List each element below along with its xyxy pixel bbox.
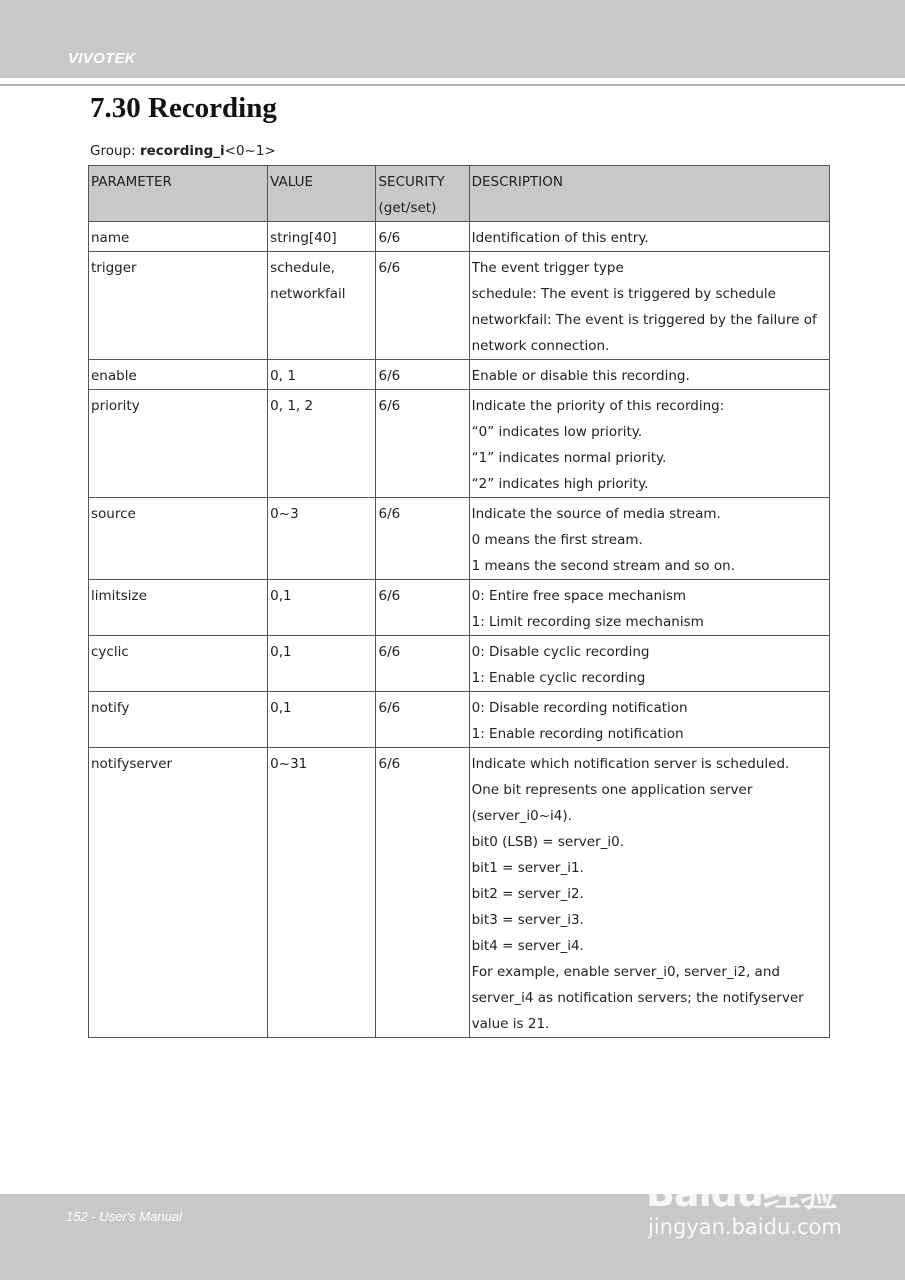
- description-line: 1 means the second stream and so on.: [471, 558, 735, 574]
- header-security: [376, 166, 469, 222]
- value-line: 0,1: [270, 644, 292, 660]
- table-header-row: [89, 166, 830, 222]
- cell-security: 6/6: [376, 222, 469, 252]
- header-divider: [0, 84, 905, 86]
- description-line: bit1 = server_i1.: [471, 860, 584, 876]
- cell-parameter: cyclic: [89, 636, 268, 692]
- cell-security: 6/6: [376, 636, 469, 692]
- cell-parameter: priority: [89, 390, 268, 498]
- table-row: [89, 580, 830, 636]
- cell-value: [268, 636, 376, 692]
- value-line: 0,1: [270, 700, 292, 716]
- table-row: [89, 390, 830, 498]
- cell-parameter: limitsize: [89, 580, 268, 636]
- header-security-line: SECURITY: [378, 174, 445, 190]
- description-line: (server_i0~i4).: [471, 808, 572, 824]
- description-line: “1” indicates normal priority.: [471, 450, 667, 466]
- brand-logo-text: VIVOTEK: [68, 50, 136, 67]
- cell-description: [469, 636, 829, 692]
- group-name: recording_i: [139, 143, 225, 159]
- cell-value: [268, 252, 376, 360]
- cell-description: [469, 748, 829, 1038]
- cell-parameter: name: [89, 222, 268, 252]
- group-range: <0~1>: [224, 143, 276, 159]
- cell-parameter: source: [89, 498, 268, 580]
- value-line: 0~3: [270, 506, 299, 522]
- header-description: DESCRIPTION: [469, 166, 829, 222]
- cell-description: [469, 222, 829, 252]
- value-line: 0,1: [270, 588, 292, 604]
- watermark: [640, 1148, 860, 1248]
- description-line: 0 means the first stream.: [471, 532, 643, 548]
- description-line: bit3 = server_i3.: [471, 912, 584, 928]
- description-line: “2” indicates high priority.: [471, 476, 649, 492]
- description-line: Enable or disable this recording.: [471, 368, 690, 384]
- cell-description: [469, 390, 829, 498]
- cell-value: [268, 360, 376, 390]
- cell-value: [268, 748, 376, 1038]
- cell-security: 6/6: [376, 692, 469, 748]
- parameter-table: [88, 165, 830, 1038]
- watermark-logo: Baidu经验: [646, 1171, 837, 1215]
- description-line: 1: Limit recording size mechanism: [471, 614, 704, 630]
- header-security-line: (get/set): [378, 200, 437, 216]
- cell-security: 6/6: [376, 360, 469, 390]
- cell-security: 6/6: [376, 580, 469, 636]
- description-line: value is 21.: [471, 1016, 550, 1032]
- cell-description: [469, 360, 829, 390]
- cell-value: [268, 692, 376, 748]
- value-line: string[40]: [270, 230, 337, 246]
- description-line: Indicate the source of media stream.: [471, 506, 721, 522]
- cell-description: [469, 692, 829, 748]
- group-line: [90, 143, 276, 159]
- description-line: bit0 (LSB) = server_i0.: [471, 834, 624, 850]
- cell-description: [469, 498, 829, 580]
- table-row: [89, 252, 830, 360]
- description-line: 1: Enable recording notification: [471, 726, 684, 742]
- cell-value: [268, 580, 376, 636]
- description-line: 0: Disable recording notification: [471, 700, 688, 716]
- value-line: 0~31: [270, 756, 308, 772]
- value-line: schedule,: [270, 260, 335, 276]
- cell-security: 6/6: [376, 498, 469, 580]
- table-row: [89, 360, 830, 390]
- description-line: server_i4 as notification servers; the notifyserver: [471, 990, 804, 1006]
- group-label: Group:: [90, 143, 140, 159]
- cell-description: [469, 252, 829, 360]
- table-row: [89, 498, 830, 580]
- cell-parameter: trigger: [89, 252, 268, 360]
- description-line: schedule: The event is triggered by schedule: [471, 286, 776, 302]
- description-line: network connection.: [471, 338, 610, 354]
- table-row: [89, 222, 830, 252]
- cell-security: 6/6: [376, 252, 469, 360]
- description-line: “0” indicates low priority.: [471, 424, 643, 440]
- description-line: One bit represents one application server: [471, 782, 753, 798]
- description-line: Identification of this entry.: [471, 230, 649, 246]
- section-title: 7.30 Recording: [90, 92, 277, 124]
- cell-security: 6/6: [376, 748, 469, 1038]
- cell-parameter: notify: [89, 692, 268, 748]
- header-value: VALUE: [268, 166, 376, 222]
- cell-description: [469, 580, 829, 636]
- watermark-url: jingyan.baidu.com: [648, 1215, 842, 1239]
- description-line: 0: Disable cyclic recording: [471, 644, 650, 660]
- cell-value: [268, 390, 376, 498]
- value-line: networkfail: [270, 286, 346, 302]
- cell-parameter: enable: [89, 360, 268, 390]
- value-line: 0, 1, 2: [270, 398, 314, 414]
- table-row: [89, 636, 830, 692]
- description-line: For example, enable server_i0, server_i2, and: [471, 964, 780, 980]
- table-body: [89, 222, 830, 1038]
- table-row: [89, 748, 830, 1038]
- header-parameter: PARAMETER: [89, 166, 268, 222]
- description-line: 1: Enable cyclic recording: [471, 670, 646, 686]
- cell-parameter: notifyserver: [89, 748, 268, 1038]
- table-row: [89, 692, 830, 748]
- page-number: 152 - User's Manual: [66, 1209, 182, 1224]
- cell-value: [268, 498, 376, 580]
- description-line: networkfail: The event is triggered by the failure of: [471, 312, 817, 328]
- description-line: Indicate which notification server is scheduled.: [471, 756, 790, 772]
- description-line: Indicate the priority of this recording:: [471, 398, 725, 414]
- description-line: 0: Entire free space mechanism: [471, 588, 687, 604]
- cell-security: 6/6: [376, 390, 469, 498]
- value-line: 0, 1: [270, 368, 296, 384]
- cell-value: [268, 222, 376, 252]
- description-line: The event trigger type: [471, 260, 624, 276]
- description-line: bit4 = server_i4.: [471, 938, 584, 954]
- description-line: bit2 = server_i2.: [471, 886, 584, 902]
